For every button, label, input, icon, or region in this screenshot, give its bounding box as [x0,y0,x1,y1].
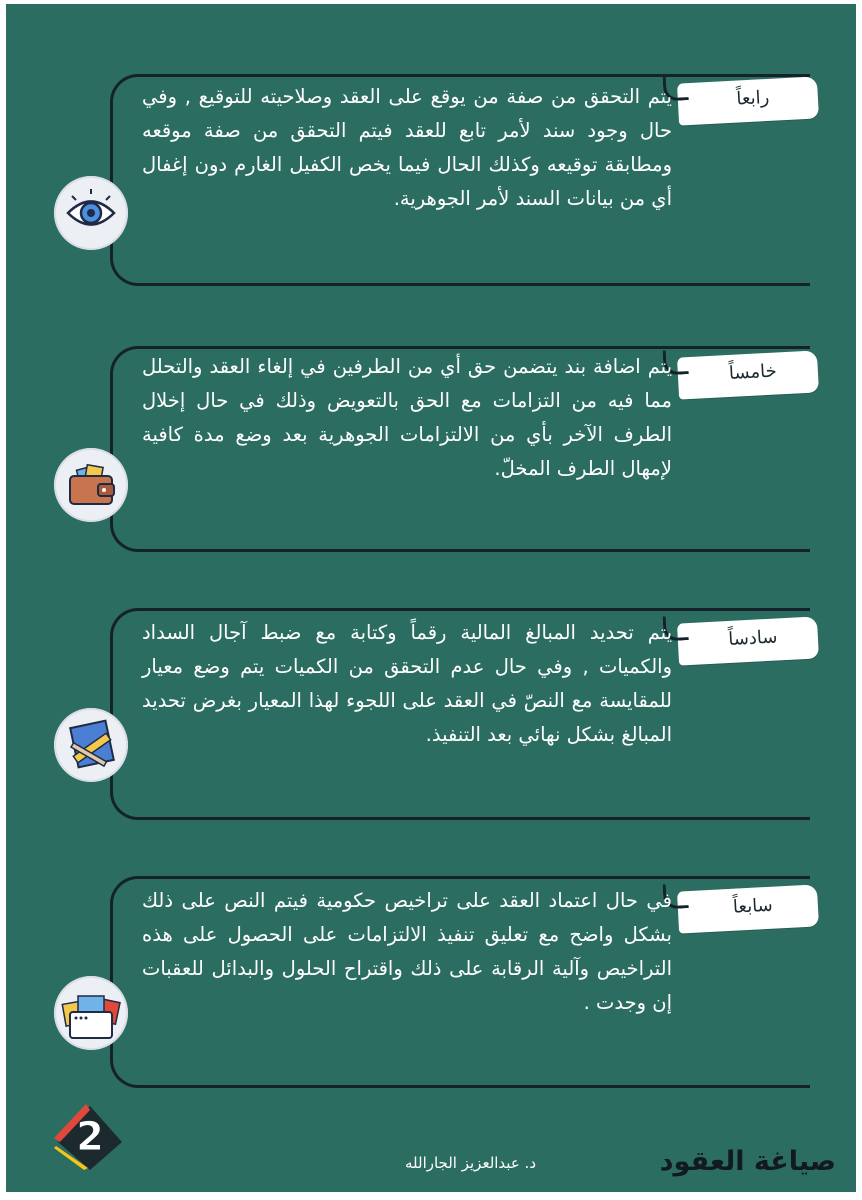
section-text: يتم التحقق من صفة من يوقع على العقد وصلاحيته للتوقيع , وفي حال وجود سند لأمر تابع للعقد فيتم التحقق من صفة موقعه ومطابقة توقيعه وكذلك الحال فيما يخص الكفيل الغارم دون إغفال أي من بيانات السند لأمر الجوهرية. [142,85,672,210]
section-label: خامساً [728,360,778,384]
section-label: سابعاً [732,894,774,918]
section-text: يتم اضافة بند يتضمن حق أي من الطرفين في إلغاء العقد والتحلل مما فيه من التزامات مع الحق بالتعويض وذلك في حال إخلال الطرف الآخر بأي من الالتزامات الجوهرية بعد وضع مدة كافية لإمهال الطرف المخلّ. [142,355,672,480]
logo [50,1098,130,1172]
logo-text: 2 [76,1114,104,1160]
section-text: يتم تحديد المبالغ المالية رقماً وكتابة مع ضبط آجال السداد والكميات , وفي حال عدم التحقق من الكميات يتم وضع معيار للمقايسة مع النصّ في العقد على اللجوء لهذا المعيار بغرض تحديد المبالغ بشكل نهائي بعد التنفيذ. [142,621,672,746]
section-text: في حال اعتماد العقد على تراخيص حكومية فيتم النص على ذلك بشكل واضح مع تعليق تنفيذ الالتزامات على الحصول على هذه التراخيص وآلية الرقابة على ذلك واقتراح الحلول والبدائل للعقبات إن وجدت . [142,889,672,1014]
wallet-icon [54,448,128,522]
document-title: صياغة العقود [659,1146,836,1177]
eye-icon [54,176,128,250]
folder-documents-icon [54,976,128,1050]
section-label-tag [677,350,819,399]
section-label: سادساً [727,626,778,651]
section-label-tag [677,76,819,125]
section-label: رابعاً [735,86,770,110]
section-label-tag [677,616,819,665]
section-label-tag [677,884,819,933]
author-name: د. عبدالعزيز الجارالله [404,1154,536,1172]
page-background [6,4,856,1192]
ruler-pencil-icon [54,708,128,782]
